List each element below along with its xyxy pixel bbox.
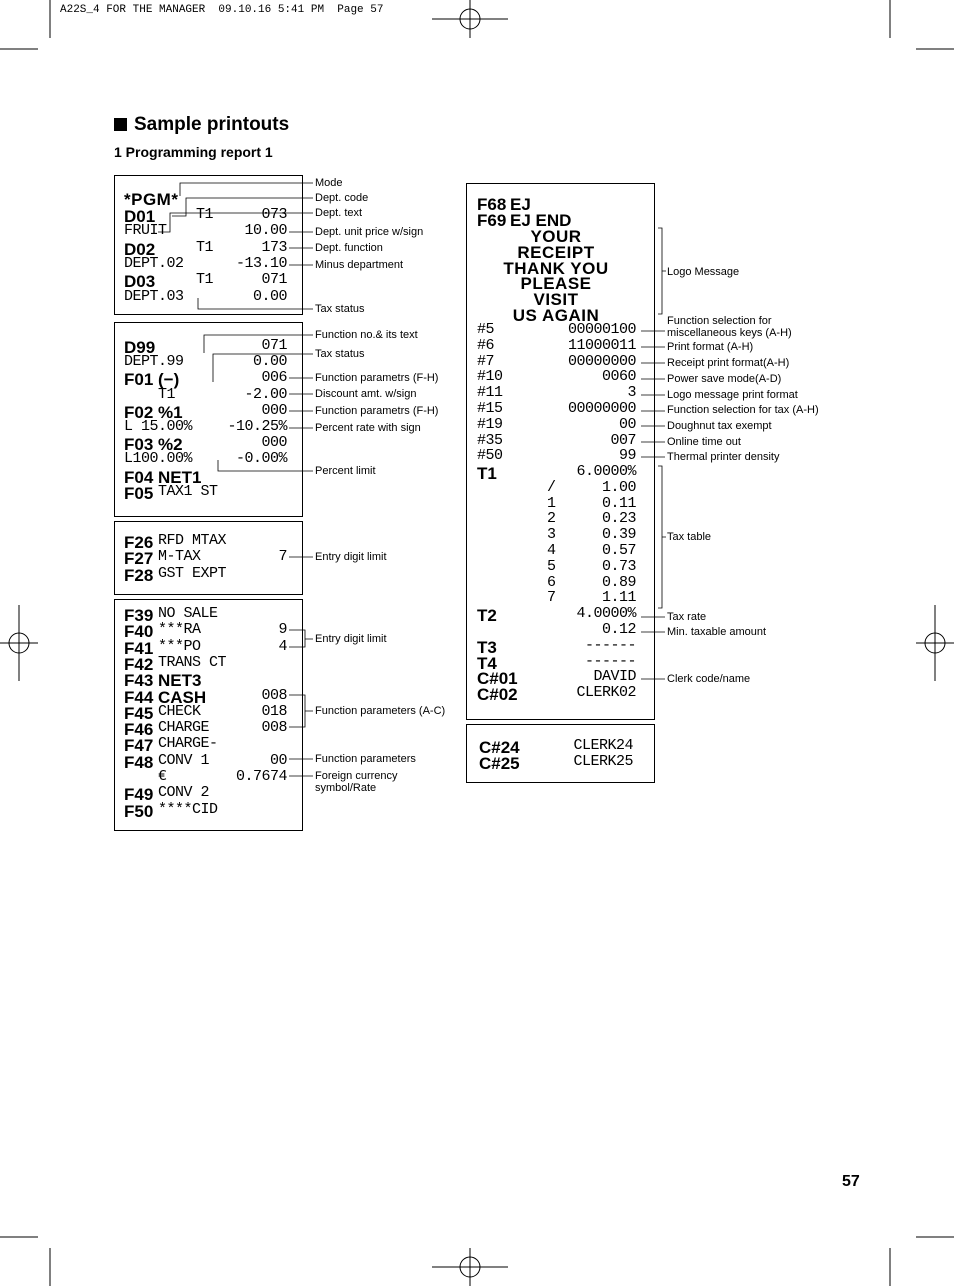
receipt-mid-text: M-TAX: [158, 548, 201, 566]
receipt-left-text: F01: [124, 370, 154, 390]
receipt-value-text: CLERK25: [573, 753, 633, 771]
receipt-mid-text: CHARGE: [158, 719, 210, 737]
receipt-mid-text: ***RA: [158, 621, 201, 639]
receipt-left-text: T2: [477, 606, 497, 626]
annotation-dept-unit-price: Dept. unit price w/sign: [315, 226, 424, 238]
receipt-mid-text: €: [158, 768, 167, 785]
annotation-symbol-rate: symbol/Rate: [315, 782, 377, 794]
annotation-minus-department: Minus department: [315, 259, 404, 271]
receipt-value-text: 0.73: [601, 557, 636, 575]
receipt-mid-text: ***PO: [158, 637, 201, 655]
receipt-value-text: 4.0000%: [576, 605, 636, 623]
receipt-left-text: F49: [124, 785, 154, 805]
receipt-mid-text: CHARGE-: [158, 735, 218, 753]
receipt-left-text: F50: [124, 801, 154, 821]
receipt-mid-text: CONV 2: [158, 784, 210, 802]
receipt-left-text: #7: [477, 352, 495, 370]
receipt-left-text: F40: [124, 622, 154, 642]
receipt-left-text: #35: [477, 431, 503, 449]
annotation-percent-limit: Percent limit: [315, 465, 376, 477]
receipt-left-text: F68: [477, 195, 507, 214]
receipt-value-text: DAVID: [593, 668, 636, 686]
receipt-left-text: F02: [124, 402, 154, 422]
receipt-left-text: T1: [477, 464, 497, 483]
receipt-value-text: 1.00: [601, 478, 636, 496]
receipt-mid-text: T1: [158, 385, 176, 403]
receipt-value-text: 6.0000%: [576, 463, 636, 480]
annotation-entry-digit-limit-2: Entry digit limit: [315, 633, 387, 645]
receipt-mid-text: GST EXPT: [158, 564, 227, 582]
receipt-value-text: 11000011: [567, 336, 636, 354]
receipt-value-text: ------: [584, 636, 636, 654]
annotation-percent-rate: Percent rate with sign: [315, 422, 421, 434]
receipt-left-text: F69: [477, 211, 507, 231]
annotation-online-time-out: Online time out: [667, 436, 741, 448]
receipt-mid-text: 3: [547, 526, 556, 544]
receipt-mid-text: T1: [196, 206, 214, 223]
receipt-mid-text: CASH: [158, 687, 207, 707]
receipt-left-text: F46: [124, 720, 154, 740]
receipt-left-text: DEPT.03: [124, 287, 184, 305]
receipt-mid-text: EJ END: [510, 211, 572, 231]
annotation-print-format: Print format (A-H): [667, 341, 754, 353]
annotation-min-taxable: Min. taxable amount: [667, 626, 767, 638]
receipt-left-text: D03: [124, 272, 156, 292]
receipt-left-text: F45: [124, 703, 154, 723]
annotation-function-parametrs-2: Function parametrs (F-H): [315, 405, 439, 417]
receipt-value-text: CLERK24: [573, 737, 633, 754]
receipt-left-text: F41: [124, 638, 154, 658]
receipt-value-text: 006: [261, 369, 287, 387]
receipt-left-text: C#01: [477, 669, 518, 689]
receipt-value-text: 173: [261, 238, 287, 256]
annotation-thermal-density: Thermal printer density: [667, 451, 780, 463]
receipt-value-text: 007: [610, 431, 636, 449]
receipt-left-text: C#24: [479, 738, 520, 757]
receipt-left-text: L 15.00%: [124, 418, 193, 435]
receipt-value-text: 0.57: [601, 542, 636, 559]
receipt-mid-text: CONV 1: [158, 751, 210, 769]
receipt-value-text: 1.11: [601, 589, 636, 607]
receipt-left-text: FRUIT: [124, 222, 167, 240]
receipt-mid-text: RFD MTAX: [158, 532, 227, 549]
receipt-value-text: ------: [584, 652, 636, 670]
receipt-value-text: 00: [269, 751, 287, 769]
receipt-mid-text: NET1: [158, 467, 202, 487]
receipt-value-text: 00000000: [567, 352, 636, 370]
receipt-left-text: F47: [124, 736, 154, 756]
annotation-function-selection-tax: Function selection for tax (A-H): [667, 404, 819, 416]
receipt-value-text: 00000000: [567, 400, 636, 417]
logo-message-line: RECEIPT: [517, 242, 595, 262]
receipt-value-text: -13.10: [235, 254, 287, 272]
receipt-value-text: -10.25%: [227, 418, 287, 435]
annotation-discount-amt: Discount amt. w/sign: [315, 388, 417, 400]
receipt-value-text: 073: [261, 206, 287, 223]
annotation-clerk-code: Clerk code/name: [667, 673, 751, 685]
logo-message-line: VISIT: [533, 290, 579, 310]
receipt-mid-text: 5: [547, 557, 556, 575]
receipt-mid-text: T1: [196, 238, 214, 256]
receipt-left-text: #10: [477, 368, 503, 386]
annotation-function-selection-1: Function selection for: [667, 315, 772, 327]
receipt-left-text: C#25: [479, 754, 520, 774]
print-header: A22S_4 FOR THE MANAGER 09.10.16 5:41 PM Page 57: [60, 4, 384, 16]
receipt-left-text: #11: [477, 384, 503, 402]
receipt-mid-text: CHECK: [158, 702, 201, 720]
receipt-value-text: 071: [261, 337, 287, 354]
receipt-value-text: 0.11: [601, 494, 636, 512]
annotation-tax-table: Tax table: [667, 531, 712, 543]
receipt-value-text: CLERK02: [576, 684, 636, 702]
receipt-value-text: 0.23: [601, 510, 636, 528]
receipt-mid-text: 4: [547, 542, 556, 559]
receipt-left-text: D01: [124, 207, 156, 226]
annotation-function-selection-2: miscellaneous keys (A-H): [667, 327, 792, 339]
receipt-mid-text: 7: [547, 589, 556, 607]
receipt-mid-text: TAX1 ST: [158, 482, 218, 500]
receipt-mid-text: 1: [547, 494, 556, 512]
mode-text: *PGM*: [124, 190, 179, 209]
receipt-value-text: 0.00: [252, 353, 287, 371]
logo-message-line: YOUR: [530, 227, 582, 246]
receipt-left-text: T4: [477, 653, 497, 673]
receipt-mid-text: NO SALE: [158, 605, 218, 622]
receipt-mid-text: T1: [196, 271, 214, 289]
logo-message-line: US AGAIN: [512, 306, 600, 325]
annotation-power-save: Power save mode(A-D): [667, 373, 782, 385]
receipt-value-text: 0.39: [601, 526, 636, 544]
receipt-value-text: 008: [261, 719, 287, 737]
annotation-logo-message: Logo Message: [667, 266, 740, 278]
annotation-mode: Mode: [315, 177, 343, 189]
annotation-function-parameters: Function parameters: [315, 753, 416, 765]
receipt-value-text: 0.7674: [235, 768, 287, 785]
receipt-left-text: F04: [124, 467, 154, 487]
section-title-text: Sample printouts: [134, 114, 290, 135]
receipt-value-text: 000: [261, 434, 287, 452]
annotation-tax-rate: Tax rate: [667, 611, 707, 623]
receipt-left-text: D02: [124, 239, 156, 259]
receipt-value-text: 9: [278, 621, 287, 639]
receipt-value-text: 071: [261, 271, 287, 289]
receipt-value-text: 0060: [601, 368, 636, 386]
receipt-left-text: #19: [477, 415, 503, 433]
receipt-left-text: F48: [124, 752, 154, 772]
receipt-left-text: F26: [124, 533, 154, 552]
annotation-entry-digit-limit-1: Entry digit limit: [315, 551, 387, 563]
receipt-value-text: 3: [627, 384, 636, 402]
receipt-value-text: 99: [618, 447, 636, 465]
receipt-left-text: F42: [124, 654, 154, 674]
receipt-mid-text: 6: [547, 573, 556, 591]
receipt-value-text: 7: [278, 548, 287, 566]
sub-title: 1 Programming report 1: [114, 144, 273, 160]
annotation-function-parametrs-1: Function parametrs (F-H): [315, 372, 439, 384]
receipt-left-text: T3: [477, 637, 497, 657]
receipt-left-text: #5: [477, 321, 495, 338]
annotation-dept-code: Dept. code: [315, 192, 369, 204]
annotation-dept-function: Dept. function: [315, 242, 383, 254]
page-number: 57: [842, 1173, 860, 1190]
receipt-value-text: 00000100: [567, 321, 636, 338]
annotation-foreign-currency: Foreign currency: [315, 770, 398, 782]
receipt-left-text: F28: [124, 565, 154, 585]
receipt-mid-text: %1: [158, 402, 183, 422]
receipt-value-text: 0.12: [601, 621, 636, 638]
annotation-tax-status-1: Tax status: [315, 303, 365, 315]
receipt-mid-text: ****CID: [158, 800, 218, 818]
receipt-value-text: -0.00%: [235, 450, 287, 468]
receipt-mid-text: EJ: [510, 195, 531, 214]
annotation-logo-print-format: Logo message print format: [667, 389, 798, 401]
annotation-function-parameters-ac: Function parameters (A-C): [315, 705, 446, 717]
receipt-left-text: F03: [124, 435, 154, 455]
receipt-mid-text: /: [547, 478, 556, 496]
annotation-dept-text: Dept. text: [315, 207, 363, 219]
receipt-left-text: F27: [124, 549, 154, 569]
receipt-value-text: 0.89: [601, 573, 636, 591]
receipt-left-text: F05: [124, 483, 154, 503]
receipt-left-text: #15: [477, 400, 503, 417]
receipt-value-text: 000: [261, 401, 287, 419]
receipt-left-text: F39: [124, 606, 154, 625]
receipt-value-text: 10.00: [244, 222, 287, 240]
receipt-value-text: -2.00: [244, 385, 287, 403]
receipt-mid-text: %2: [158, 435, 183, 455]
receipt-mid-text: NET3: [158, 671, 202, 691]
receipt-left-text: F44: [124, 687, 154, 707]
receipt-value-text: 008: [261, 686, 287, 704]
receipt-left-text: L100.00%: [124, 450, 193, 468]
annotation-doughnut-tax: Doughnut tax exempt: [667, 420, 772, 432]
receipt-left-text: DEPT.99: [124, 353, 184, 371]
receipt-mid-text: TRANS CT: [158, 653, 227, 671]
receipt-left-text: F43: [124, 671, 154, 691]
receipt-value-text: 4: [278, 637, 287, 655]
receipt-value-text: 018: [261, 702, 287, 720]
receipt-left-text: #6: [477, 336, 495, 354]
receipt-value-text: 00: [618, 415, 636, 433]
logo-message-line: PLEASE: [520, 274, 592, 294]
receipt-left-text: #50: [477, 447, 503, 465]
annotation-tax-status-2: Tax status: [315, 348, 365, 360]
annotation-function-no: Function no.& its text: [315, 329, 418, 341]
receipt-mid-text: 2: [547, 510, 556, 528]
receipt-left-text: D99: [124, 338, 156, 357]
logo-message-line: THANK YOU: [503, 258, 609, 278]
annotation-receipt-print-format: Receipt print format(A-H): [667, 357, 790, 369]
receipt-left-text: DEPT.02: [124, 254, 184, 272]
receipt-left-text: C#02: [477, 685, 518, 705]
receipt-value-text: 0.00: [252, 287, 287, 305]
receipt-mid-text: (−): [158, 370, 180, 390]
